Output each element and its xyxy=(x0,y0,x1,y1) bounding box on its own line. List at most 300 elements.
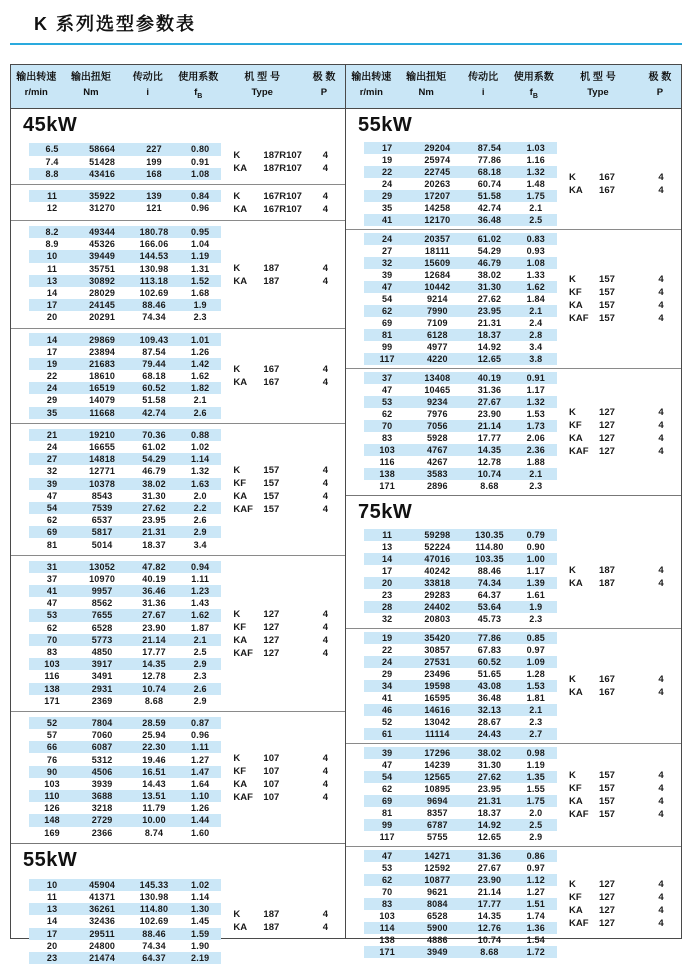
cell-ratio: 13.51 xyxy=(142,791,166,802)
cell-poles: 4 xyxy=(322,477,329,489)
cell-torque: 16655 xyxy=(89,442,116,453)
table-row xyxy=(29,275,221,287)
cell-ratio: 31.30 xyxy=(142,490,166,501)
cell-torque: 9694 xyxy=(426,795,448,806)
cell-factor: 1.43 xyxy=(191,598,210,609)
cell-factor: 1.75 xyxy=(526,795,545,806)
cell-factor: 1.11 xyxy=(191,573,210,584)
cell-factor: 2.1 xyxy=(193,395,207,406)
cell-ratio: 102.69 xyxy=(139,916,169,927)
cell-factor: 1.75 xyxy=(526,190,545,201)
cell-torque: 40242 xyxy=(424,565,451,576)
cell-size: 167 xyxy=(599,673,615,685)
type-row xyxy=(233,376,345,389)
cell-factor: 1.35 xyxy=(526,771,545,782)
cell-ratio: 14.35 xyxy=(142,659,166,670)
cell-ratio: 114.80 xyxy=(139,904,169,915)
table-row xyxy=(364,190,557,202)
cell-speed: 37 xyxy=(381,372,393,383)
type-row xyxy=(569,564,681,577)
type-row xyxy=(233,190,345,203)
cell-model: K xyxy=(233,364,241,376)
cell-speed: 171 xyxy=(44,695,60,706)
type-row xyxy=(233,921,345,934)
cell-factor: 2.3 xyxy=(193,312,207,323)
cell-speed: 83 xyxy=(46,647,58,658)
cell-torque: 3218 xyxy=(91,803,113,814)
cell-factor: 1.30 xyxy=(191,904,210,915)
cell-torque: 2896 xyxy=(426,480,448,491)
col-unit-speed: r/min xyxy=(359,87,383,98)
cell-torque: 35922 xyxy=(89,191,116,202)
table-row xyxy=(364,807,557,819)
cell-factor: 1.64 xyxy=(191,778,210,789)
cell-ratio: 23.95 xyxy=(477,783,502,794)
cell-speed: 83 xyxy=(381,898,393,909)
cell-torque: 12684 xyxy=(424,269,451,280)
type-row xyxy=(569,782,681,795)
cell-size: 167 xyxy=(599,184,615,196)
cell-factor: 2.1 xyxy=(529,704,543,715)
cell-poles: 4 xyxy=(658,406,664,418)
cell-size: 187 xyxy=(263,262,280,274)
section-heading: 55kW xyxy=(358,113,413,136)
table-row xyxy=(364,850,557,862)
cell-speed: 8.8 xyxy=(45,168,59,179)
param-group xyxy=(346,846,681,961)
cell-speed: 29 xyxy=(46,395,58,406)
cell-factor: 0.88 xyxy=(191,429,210,440)
cell-torque: 20291 xyxy=(89,312,116,323)
table-row xyxy=(364,728,557,740)
cell-factor: 1.62 xyxy=(191,610,210,621)
type-row xyxy=(569,286,681,299)
cell-factor: 1.16 xyxy=(526,154,545,165)
cell-speed: 53 xyxy=(381,396,393,407)
cell-factor: 0.97 xyxy=(526,862,545,873)
table-row xyxy=(29,609,221,621)
cell-factor: 1.23 xyxy=(191,586,210,597)
cell-torque: 25974 xyxy=(424,154,451,165)
cell-ratio: 10.00 xyxy=(142,815,166,826)
cell-speed: 11 xyxy=(47,892,58,903)
cell-speed: 47 xyxy=(381,384,393,395)
table-row xyxy=(29,695,221,707)
table-row xyxy=(364,214,557,226)
cell-ratio: 21.31 xyxy=(477,317,502,328)
cell-speed: 11 xyxy=(47,191,58,202)
cell-speed: 19 xyxy=(381,154,393,165)
cell-factor: 2.9 xyxy=(193,659,207,670)
cell-factor: 1.52 xyxy=(191,275,210,286)
cell-ratio: 87.54 xyxy=(142,346,166,357)
type-row xyxy=(233,363,345,376)
cell-ratio: 31.30 xyxy=(477,759,502,770)
cell-factor: 2.0 xyxy=(193,490,207,501)
col-unit-ratio: i xyxy=(146,87,150,98)
cell-model: KF xyxy=(233,621,247,633)
cell-poles: 4 xyxy=(658,577,664,589)
cell-speed: 17 xyxy=(46,928,58,939)
cell-factor: 0.91 xyxy=(526,372,545,383)
cell-factor: 0.91 xyxy=(191,156,210,167)
cell-ratio: 145.33 xyxy=(139,879,169,890)
cell-torque: 3491 xyxy=(91,671,113,682)
table-row xyxy=(29,683,221,695)
cell-factor: 0.86 xyxy=(526,850,545,861)
section-heading: 55kW xyxy=(23,849,78,872)
cell-factor: 2.19 xyxy=(191,952,210,963)
cell-factor: 1.51 xyxy=(526,898,545,909)
cell-poles: 4 xyxy=(658,184,664,196)
cell-factor: 1.44 xyxy=(191,815,210,826)
group-rows xyxy=(11,333,221,418)
cell-torque: 23496 xyxy=(424,668,451,679)
cell-poles: 4 xyxy=(658,673,664,685)
table-row xyxy=(29,814,221,826)
type-row xyxy=(569,273,681,286)
cell-model: KF xyxy=(233,765,247,777)
cell-speed: 81 xyxy=(381,329,393,340)
cell-torque: 17207 xyxy=(424,190,451,201)
cell-ratio: 19.46 xyxy=(142,754,166,765)
cell-speed: 32 xyxy=(46,466,58,477)
cell-poles: 4 xyxy=(322,778,329,790)
table-row xyxy=(29,514,221,526)
table-row xyxy=(364,372,557,384)
cell-torque: 13052 xyxy=(89,561,116,572)
cell-factor: 2.1 xyxy=(529,468,543,479)
table-row xyxy=(29,143,221,155)
table-row xyxy=(364,795,557,807)
cell-factor: 1.01 xyxy=(191,334,210,345)
cell-torque: 3917 xyxy=(91,659,113,670)
cell-ratio: 47.82 xyxy=(142,561,166,572)
cell-factor: 1.9 xyxy=(193,300,207,311)
cell-factor: 1.14 xyxy=(191,892,210,903)
cell-ratio: 38.02 xyxy=(142,478,166,489)
cell-factor: 1.53 xyxy=(526,408,545,419)
cell-poles: 4 xyxy=(322,490,329,502)
cell-torque: 4886 xyxy=(426,934,448,945)
cell-torque: 59298 xyxy=(424,529,451,540)
type-row xyxy=(233,908,345,921)
table-row xyxy=(29,311,221,323)
cell-ratio: 38.02 xyxy=(477,269,502,280)
cell-size: 127 xyxy=(599,917,615,929)
cell-ratio: 68.18 xyxy=(477,166,502,177)
group-types xyxy=(221,143,345,180)
cell-ratio: 40.19 xyxy=(477,372,502,383)
cell-size: 157 xyxy=(599,286,615,298)
type-row xyxy=(569,299,681,312)
cell-speed: 81 xyxy=(381,807,393,818)
cell-ratio: 114.80 xyxy=(475,541,504,552)
cell-ratio: 14.92 xyxy=(477,819,502,830)
cell-speed: 23 xyxy=(381,589,393,600)
cell-ratio: 14.92 xyxy=(477,341,502,352)
cell-torque: 5928 xyxy=(426,432,448,443)
table-left-column xyxy=(11,65,346,963)
power-section xyxy=(346,495,681,961)
cell-size: 157 xyxy=(263,464,280,476)
cell-model: K xyxy=(233,190,241,202)
group-rows xyxy=(346,142,557,226)
cell-factor: 1.62 xyxy=(526,281,545,292)
table-row xyxy=(29,370,221,382)
table-row xyxy=(29,358,221,370)
table-row xyxy=(364,632,557,644)
cell-factor: 1.14 xyxy=(191,454,210,465)
table-row xyxy=(29,490,221,502)
cell-factor: 0.79 xyxy=(526,529,545,540)
type-row xyxy=(233,621,345,634)
cell-size: 167 xyxy=(263,364,280,376)
table-row xyxy=(364,922,557,934)
cell-factor: 1.63 xyxy=(191,478,210,489)
cell-speed: 14 xyxy=(381,553,393,564)
cell-speed: 47 xyxy=(381,281,393,292)
cell-factor: 2.3 xyxy=(529,716,543,727)
cell-torque: 5817 xyxy=(91,527,113,538)
cell-model: KA xyxy=(569,432,583,444)
cell-size: 157 xyxy=(599,299,615,311)
cell-ratio: 22.30 xyxy=(142,742,166,753)
col-header-torque: 输出扭矩 xyxy=(70,72,111,83)
cell-speed: 69 xyxy=(381,795,393,806)
group-types xyxy=(557,632,681,740)
cell-ratio: 88.46 xyxy=(142,928,166,939)
table-row xyxy=(29,753,221,765)
cell-speed: 169 xyxy=(44,827,60,838)
type-row xyxy=(233,464,345,477)
group-types xyxy=(221,717,345,839)
cell-speed: 13 xyxy=(381,541,393,552)
cell-torque: 12592 xyxy=(424,862,451,873)
cell-speed: 138 xyxy=(379,468,395,479)
cell-speed: 69 xyxy=(381,317,393,328)
title-rule xyxy=(10,43,682,45)
table-row xyxy=(364,934,557,946)
cell-model: K xyxy=(569,273,576,285)
cell-speed: 41 xyxy=(381,692,393,703)
cell-speed: 8.9 xyxy=(45,239,59,250)
col-unit-factor: $f_B$ xyxy=(194,87,203,100)
cell-torque: 31270 xyxy=(89,203,116,214)
cell-ratio: 139 xyxy=(146,191,162,202)
cell-speed: 20 xyxy=(381,577,393,588)
cell-factor: 2.9 xyxy=(193,527,207,538)
table-row xyxy=(29,538,221,550)
cell-ratio: 53.64 xyxy=(477,601,502,612)
cell-torque: 5312 xyxy=(91,754,113,765)
cell-speed: 54 xyxy=(46,502,58,513)
cell-torque: 7655 xyxy=(91,610,113,621)
col-unit-poles: P xyxy=(320,87,328,98)
table-row xyxy=(364,305,557,317)
cell-speed: 32 xyxy=(381,613,393,624)
cell-poles: 4 xyxy=(322,608,329,620)
cell-ratio: 12.76 xyxy=(477,922,502,933)
table-row xyxy=(364,910,557,922)
cell-torque: 6087 xyxy=(91,742,113,753)
table-right-column xyxy=(346,65,681,957)
power-section xyxy=(11,843,345,968)
table-row xyxy=(29,478,221,490)
table-row xyxy=(364,353,557,365)
table-row xyxy=(364,541,557,553)
cell-model: KA xyxy=(233,778,248,790)
cell-model: KF xyxy=(233,477,247,489)
cell-torque: 29869 xyxy=(89,334,116,345)
cell-torque: 7539 xyxy=(91,502,113,513)
cell-poles: 4 xyxy=(322,377,329,389)
cell-size: 157 xyxy=(263,477,280,489)
group-rows xyxy=(11,717,221,839)
param-group xyxy=(346,526,681,628)
cell-torque: 30857 xyxy=(424,644,451,655)
power-section xyxy=(11,109,345,843)
cell-model: K xyxy=(569,171,576,183)
cell-ratio: 8.68 xyxy=(480,480,499,491)
table-row xyxy=(29,790,221,802)
cell-torque: 39449 xyxy=(89,251,116,262)
cell-ratio: 31.36 xyxy=(477,384,502,395)
group-rows xyxy=(346,529,557,625)
cell-speed: 37 xyxy=(46,573,58,584)
table-row xyxy=(364,601,557,613)
cell-ratio: 10.74 xyxy=(477,468,502,479)
cell-speed: 8.2 xyxy=(45,227,59,238)
cell-ratio: 18.37 xyxy=(142,539,166,550)
type-row xyxy=(569,673,681,686)
cell-size: 127 xyxy=(263,634,280,646)
cell-torque: 3939 xyxy=(91,778,113,789)
cell-ratio: 12.65 xyxy=(477,831,502,842)
cell-ratio: 42.74 xyxy=(142,407,166,418)
cell-torque: 5773 xyxy=(91,634,113,645)
cell-factor: 0.83 xyxy=(526,233,545,244)
table-row xyxy=(29,634,221,646)
cell-model: KF xyxy=(569,891,582,903)
cell-speed: 20 xyxy=(46,940,58,951)
cell-model: K xyxy=(233,464,241,476)
table-row xyxy=(364,202,557,214)
type-row xyxy=(233,262,345,275)
table-row xyxy=(364,396,557,408)
cell-speed: 28 xyxy=(381,601,393,612)
cell-factor: 0.94 xyxy=(191,561,210,572)
cell-factor: 1.26 xyxy=(191,346,210,357)
table-row xyxy=(29,928,221,940)
col-header-poles: 极 数 xyxy=(312,72,336,83)
col-unit-torque: Nm xyxy=(83,87,99,98)
cell-ratio: 21.31 xyxy=(477,795,502,806)
cell-factor: 1.72 xyxy=(526,946,545,957)
cell-factor: 1.19 xyxy=(191,251,210,262)
cell-ratio: 67.83 xyxy=(477,644,502,655)
table-row xyxy=(29,168,221,180)
cell-factor: 1.45 xyxy=(191,916,210,927)
cell-torque: 14818 xyxy=(89,454,116,465)
cell-factor: 1.48 xyxy=(526,178,545,189)
table-row xyxy=(364,704,557,716)
cell-factor: 1.42 xyxy=(191,358,210,369)
cell-model: KA xyxy=(569,795,583,807)
cell-speed: 10 xyxy=(46,251,58,262)
table-row xyxy=(364,759,557,771)
cell-torque: 8562 xyxy=(91,598,113,609)
cell-size: 187 xyxy=(599,577,615,589)
cell-speed: 62 xyxy=(46,515,58,526)
cell-factor: 2.06 xyxy=(526,432,545,443)
cell-torque: 20263 xyxy=(424,178,451,189)
cell-model: KAF xyxy=(569,917,589,929)
cell-ratio: 17.77 xyxy=(477,898,502,909)
cell-speed: 117 xyxy=(379,353,395,364)
cell-poles: 4 xyxy=(322,262,329,274)
cell-torque: 27531 xyxy=(424,656,451,667)
table-row xyxy=(364,341,557,353)
cell-ratio: 12.78 xyxy=(477,456,502,467)
cell-torque: 35751 xyxy=(89,263,116,274)
cell-size: 157 xyxy=(599,808,615,820)
cell-poles: 4 xyxy=(658,286,664,298)
cell-speed: 70 xyxy=(381,886,393,897)
table-row xyxy=(29,741,221,753)
cell-poles: 4 xyxy=(322,203,329,215)
table-row xyxy=(364,771,557,783)
cell-ratio: 54.29 xyxy=(477,245,502,256)
cell-speed: 46 xyxy=(381,704,393,715)
cell-speed: 61 xyxy=(381,728,393,739)
table-row xyxy=(29,465,221,477)
table-row xyxy=(29,597,221,609)
cell-ratio: 23.90 xyxy=(477,874,502,885)
cell-ratio: 12.65 xyxy=(477,353,502,364)
cell-size: 107 xyxy=(263,791,280,803)
cell-factor: 1.17 xyxy=(526,384,545,395)
group-types xyxy=(221,190,345,216)
table-row xyxy=(364,613,557,625)
table-row xyxy=(364,293,557,305)
cell-torque: 30892 xyxy=(89,275,116,286)
group-rows xyxy=(346,372,557,492)
cell-model: K xyxy=(569,769,576,781)
cell-speed: 171 xyxy=(379,946,395,957)
table-row xyxy=(364,886,557,898)
cell-factor: 1.61 xyxy=(526,589,545,600)
cell-size: 187R107 xyxy=(263,162,302,174)
table-row xyxy=(364,862,557,874)
cell-torque: 32436 xyxy=(89,916,116,927)
cell-factor: 1.62 xyxy=(191,371,210,382)
cell-ratio: 46.79 xyxy=(142,466,166,477)
table-row xyxy=(364,142,557,154)
table-row xyxy=(29,382,221,394)
group-rows xyxy=(346,233,557,365)
cell-factor: 2.9 xyxy=(529,831,543,842)
cell-ratio: 21.14 xyxy=(477,420,502,431)
right-column-header xyxy=(346,65,681,109)
cell-speed: 19 xyxy=(46,358,58,369)
cell-factor: 1.26 xyxy=(191,803,210,814)
cell-model: KA xyxy=(569,904,583,916)
cell-model: KF xyxy=(569,782,582,794)
cell-poles: 4 xyxy=(322,503,329,515)
cell-size: 167R107 xyxy=(263,203,302,215)
cell-ratio: 64.37 xyxy=(142,952,166,963)
